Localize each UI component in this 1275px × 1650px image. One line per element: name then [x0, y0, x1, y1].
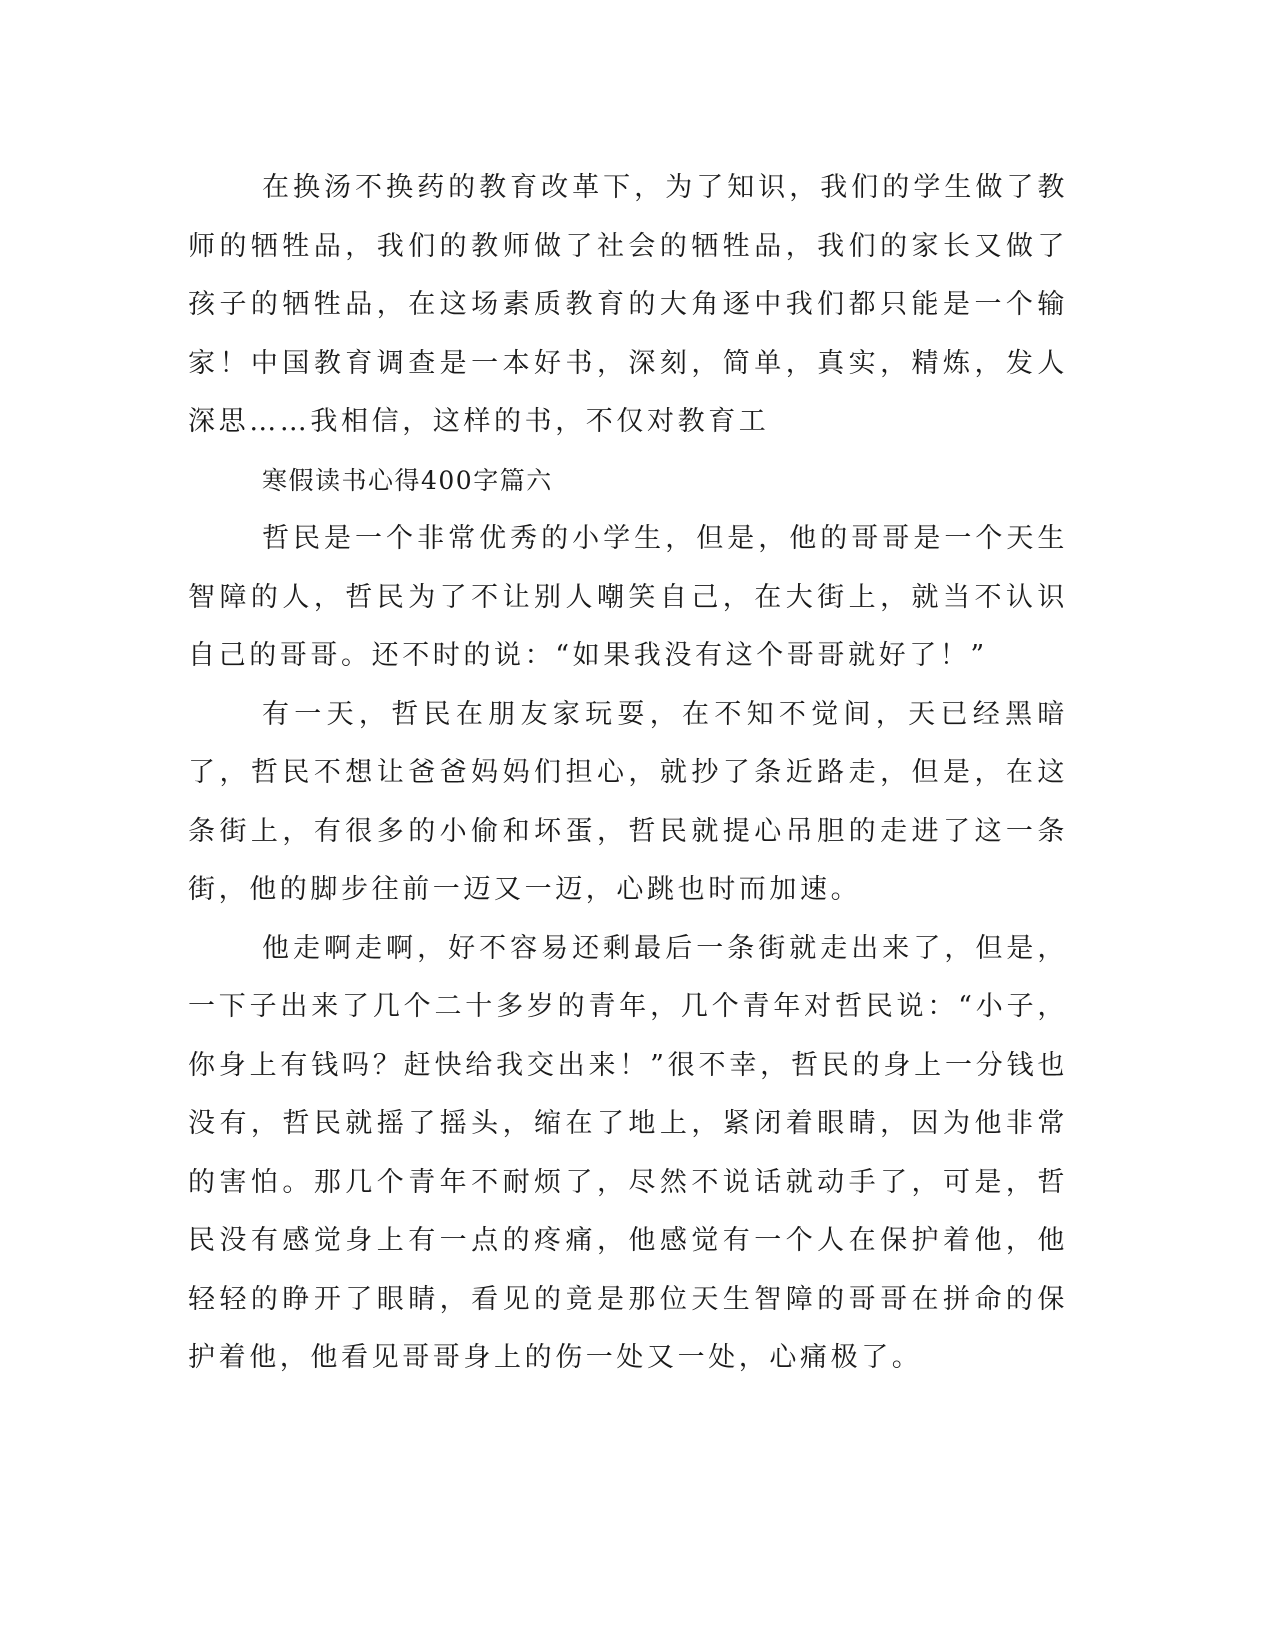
paragraph-night-street: 有一天，哲民在朋友家玩耍，在不知不觉间，天已经黑暗了，哲民不想让爸爸妈妈们担心，就抄了条近路走，但是，在这条街上，有很多的小偷和坏蛋，哲民就提心吊胆的走进了这一条街，他的脚步往前一迈又一迈，心跳也时而加速。	[188, 698, 1068, 905]
paragraph-brother-protects: 他走啊走啊，好不容易还剩最后一条街就走出来了，但是，一下子出来了几个二十多岁的青年，几个青年对哲民说：“小子，你身上有钱吗？赶快给我交出来！”很不幸，哲民的身上一分钱也没有，哲民就摇了摇头，缩在了地上，紧闭着眼睛，因为他非常的害怕。那几个青年不耐烦了，尽然不说话就动手了，可是，哲民没有感觉身上有一点的疼痛，他感觉有一个人在保护着他，他轻轻的睁开了眼睛，看见的竟是那位天生智障的哥哥在拼命的保护着他，他看见哥哥身上的伤一处又一处，心痛极了。	[188, 932, 1068, 1373]
document-body	[188, 159, 1068, 1388]
paragraph-zhemin-intro: 哲民是一个非常优秀的小学生，但是，他的哥哥是一个天生智障的人，哲民为了不让别人嘲笑自己，在大街上，就当不认识自己的哥哥。还不时的说：“如果我没有这个哥哥就好了！”	[188, 523, 1068, 671]
paragraph-education-reform: 在换汤不换药的教育改革下，为了知识，我们的学生做了教师的牺牲品，我们的教师做了社会的牺牲品，我们的家长又做了孩子的牺牲品，在这场素质教育的大角逐中我们都只能是一个输家！中国教育调查是一本好书，深刻，简单，真实，精炼，发人深思……我相信，这样的书，不仅对教育工	[188, 172, 1068, 437]
section-heading: 寒假读书心得400字篇六	[262, 465, 553, 495]
